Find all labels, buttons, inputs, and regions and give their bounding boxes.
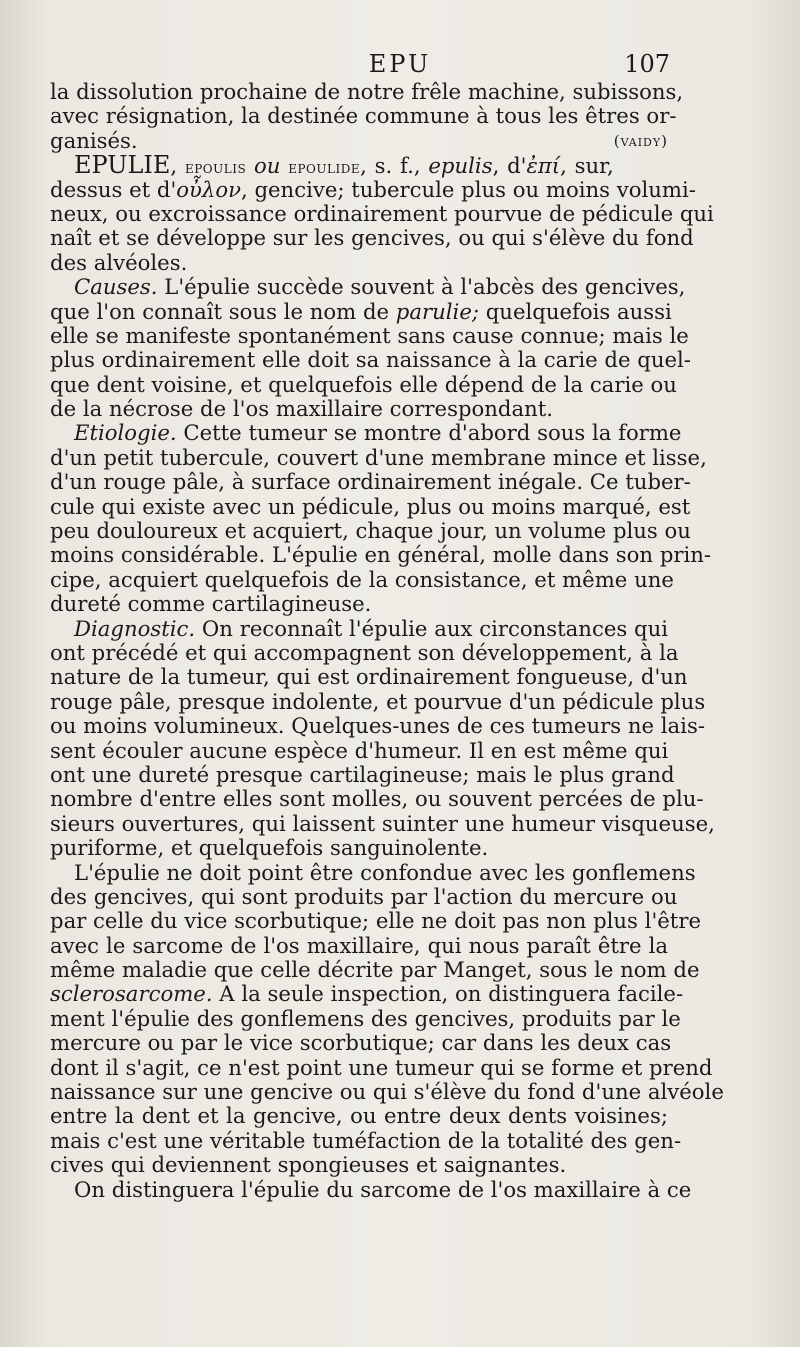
text-line: plus ordinairement elle doit sa naissance à la carie de quel- <box>50 347 691 373</box>
text-line: avec résignation, la destinée commune à tous les êtres or- <box>50 103 677 129</box>
entry-headword: EPULIE <box>74 151 171 180</box>
text-line: nombre d'entre elles sont molles, ou souvent percées de plu- <box>50 786 704 812</box>
text-line: que l'on connaît sous le nom de parulie; quelquefois aussi <box>50 298 672 324</box>
text-line: entre la dent et la gencive, ou entre deux dents voisines; <box>50 1103 668 1129</box>
page-number: 107 <box>624 50 670 78</box>
text-line: peu douloureux et acquiert, chaque jour, un volume plus ou <box>50 518 691 544</box>
text-line: d'un rouge pâle, à surface ordinairement inégale. Ce tuber- <box>50 469 691 495</box>
text-line: puriforme, et quelquefois sanguinolente. <box>50 835 489 861</box>
text-line: Etiologie. Cette tumeur se montre d'abord sous la forme <box>74 420 682 446</box>
text-line: avec le sarcome de l'os maxillaire, qui nous paraît être la <box>50 932 668 958</box>
text-line: dureté comme cartilagineuse. <box>50 591 372 617</box>
text-line: des gencives, qui sont produits par l'action du mercure ou <box>50 883 678 909</box>
text-line: rouge pâle, presque indolente, et pourvue d'un pédicule plus <box>50 688 706 714</box>
text-line: sent écouler aucune espèce d'humeur. Il en est même qui <box>50 737 669 763</box>
text-line: EPULIE, epoulis ou epoulide, s. f., epulis, d'ἐπί, sur, <box>74 151 614 180</box>
text-line: ont une dureté presque cartilagineuse; mais le plus grand <box>50 761 675 787</box>
section-heading: Etiologie. <box>74 420 177 446</box>
text-line: ont précédé et qui accompagnent son développement, à la <box>50 639 679 665</box>
text-line: On distinguera l'épulie du sarcome de l'os maxillaire à ce <box>74 1176 692 1202</box>
author-signature: (vaidy) <box>613 131 668 150</box>
text-line: cives qui deviennent spongieuses et saignantes. <box>50 1152 567 1178</box>
running-head: EPU <box>368 50 432 78</box>
text-line: cipe, acquiert quelquefois de la consistance, et même une <box>50 566 674 592</box>
text-line: ganisés. (vaidy) <box>50 127 668 153</box>
text-line: dessus et d'οὖλον, gencive; tubercule plus ou moins volumi- <box>50 176 696 202</box>
text-line: que dent voisine, et quelquefois elle dépend de la carie ou <box>50 371 677 397</box>
text-line: Diagnostic. On reconnaît l'épulie aux circonstances qui <box>74 615 668 641</box>
text-line: par celle du vice scorbutique; elle ne doit pas non plus l'être <box>50 908 701 934</box>
text-line: mercure ou par le vice scorbutique; car dans les deux cas <box>50 1030 672 1056</box>
text-line: neux, ou excroissance ordinairement pourvue de pédicule qui <box>50 200 714 226</box>
text-line: naissance sur une gencive ou qui s'élève du fond d'une alvéole <box>50 1079 724 1105</box>
article-text <box>50 79 724 1202</box>
text-line: de la nécrose de l'os maxillaire correspondant. <box>50 396 554 422</box>
text-line: dont il s'agit, ce n'est point une tumeur qui se forme et prend <box>50 1054 713 1080</box>
section-heading: Causes. <box>74 274 158 300</box>
section-heading: Diagnostic. <box>74 615 196 641</box>
text-line: mais c'est une véritable tuméfaction de la totalité des gen- <box>50 1127 682 1153</box>
text-line: ment l'épulie des gonflemens des gencives, produits par le <box>50 1005 681 1031</box>
text-line: naît et se développe sur les gencives, ou qui s'élève du fond <box>50 225 694 251</box>
text-line: moins considérable. L'épulie en général, molle dans son prin- <box>50 542 712 568</box>
text-line: des alvéoles. <box>50 249 188 275</box>
text-line: cule qui existe avec un pédicule, plus ou moins marqué, est <box>50 493 691 519</box>
text-line: d'un petit tubercule, couvert d'une membrane mince et lisse, <box>50 444 707 470</box>
text-line: même maladie que celle décrite par Manget, sous le nom de <box>50 957 700 983</box>
text-line: elle se manifeste spontanément sans cause connue; mais le <box>50 322 689 348</box>
text-line: L'épulie ne doit point être confondue avec les gonflemens <box>74 859 696 885</box>
text-line: ou moins volumineux. Quelques-unes de ces tumeurs ne lais- <box>50 713 705 739</box>
text-line: sclerosarcome. A la seule inspection, on distinguera facile- <box>50 981 684 1007</box>
text-line: sieurs ouvertures, qui laissent suinter une humeur visqueuse, <box>50 810 715 836</box>
text-line: nature de la tumeur, qui est ordinairement fongueuse, d'un <box>50 664 688 690</box>
text-line: Causes. L'épulie succède souvent à l'abcès des gencives, <box>74 274 686 300</box>
text-line: la dissolution prochaine de notre frêle machine, subissons, <box>50 79 684 104</box>
